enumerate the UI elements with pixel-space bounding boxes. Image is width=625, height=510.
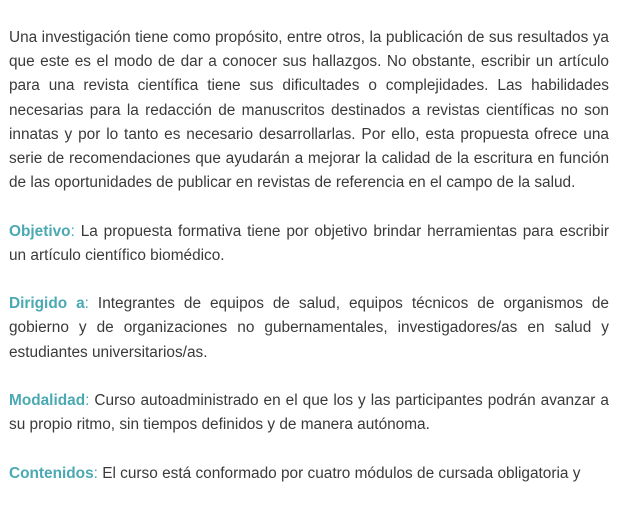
contenidos-colon: : (93, 464, 98, 482)
dirigido-paragraph (9, 292, 609, 365)
objetivo-paragraph (9, 220, 609, 268)
modalidad-colon: : (85, 392, 90, 409)
objetivo-text: La propuesta formativa tiene por objetivo brindar herramientas para escribir un artículo científico biomédico. (9, 222, 609, 264)
dirigido-colon: : (84, 295, 89, 313)
contenidos-label: Contenidos (9, 464, 94, 482)
contenidos-paragraph (9, 462, 609, 486)
dirigido-text: Integrantes de equipos de salud, equipos técnicos de organismos de gobierno y de organizaciones no gubernamentales, investigadores/as en salud y estudiantes universitarios/as. (9, 295, 609, 361)
dirigido-label: Dirigido a (9, 295, 85, 313)
objetivo-colon: : (70, 222, 75, 240)
course-description (9, 26, 609, 510)
objetivo-label: Objetivo (9, 222, 71, 240)
intro-paragraph: Una investigación tiene como propósito, entre otros, la publicación de sus resultados ya que este es el modo de dar a conocer sus hallazgos. No obstante, escribir un artículo para una revista científica tiene sus dificultades o complejidades. Las habilidades necesarias para la redacción de manuscritos destinados a revistas científicas no son innatas y por lo tanto es necesario desarrollarlas. Por ello, esta propuesta ofrece una serie de recomendaciones que ayudarán a mejorar la calidad de la escritura en función de las oportunidades de publicar en revistas de referencia en el campo de la salud. (9, 29, 609, 192)
contenidos-text: El curso está conformado por cuatro módulos de cursada obligatoria y (97, 464, 581, 482)
modalidad-text: Curso autoadministrado en el que los y las participantes podrán avanzar a su propio ritmo, sin tiempos definidos y de manera autónoma. (9, 392, 609, 434)
modalidad-paragraph (9, 389, 609, 437)
modalidad-label: Modalidad (9, 392, 86, 409)
